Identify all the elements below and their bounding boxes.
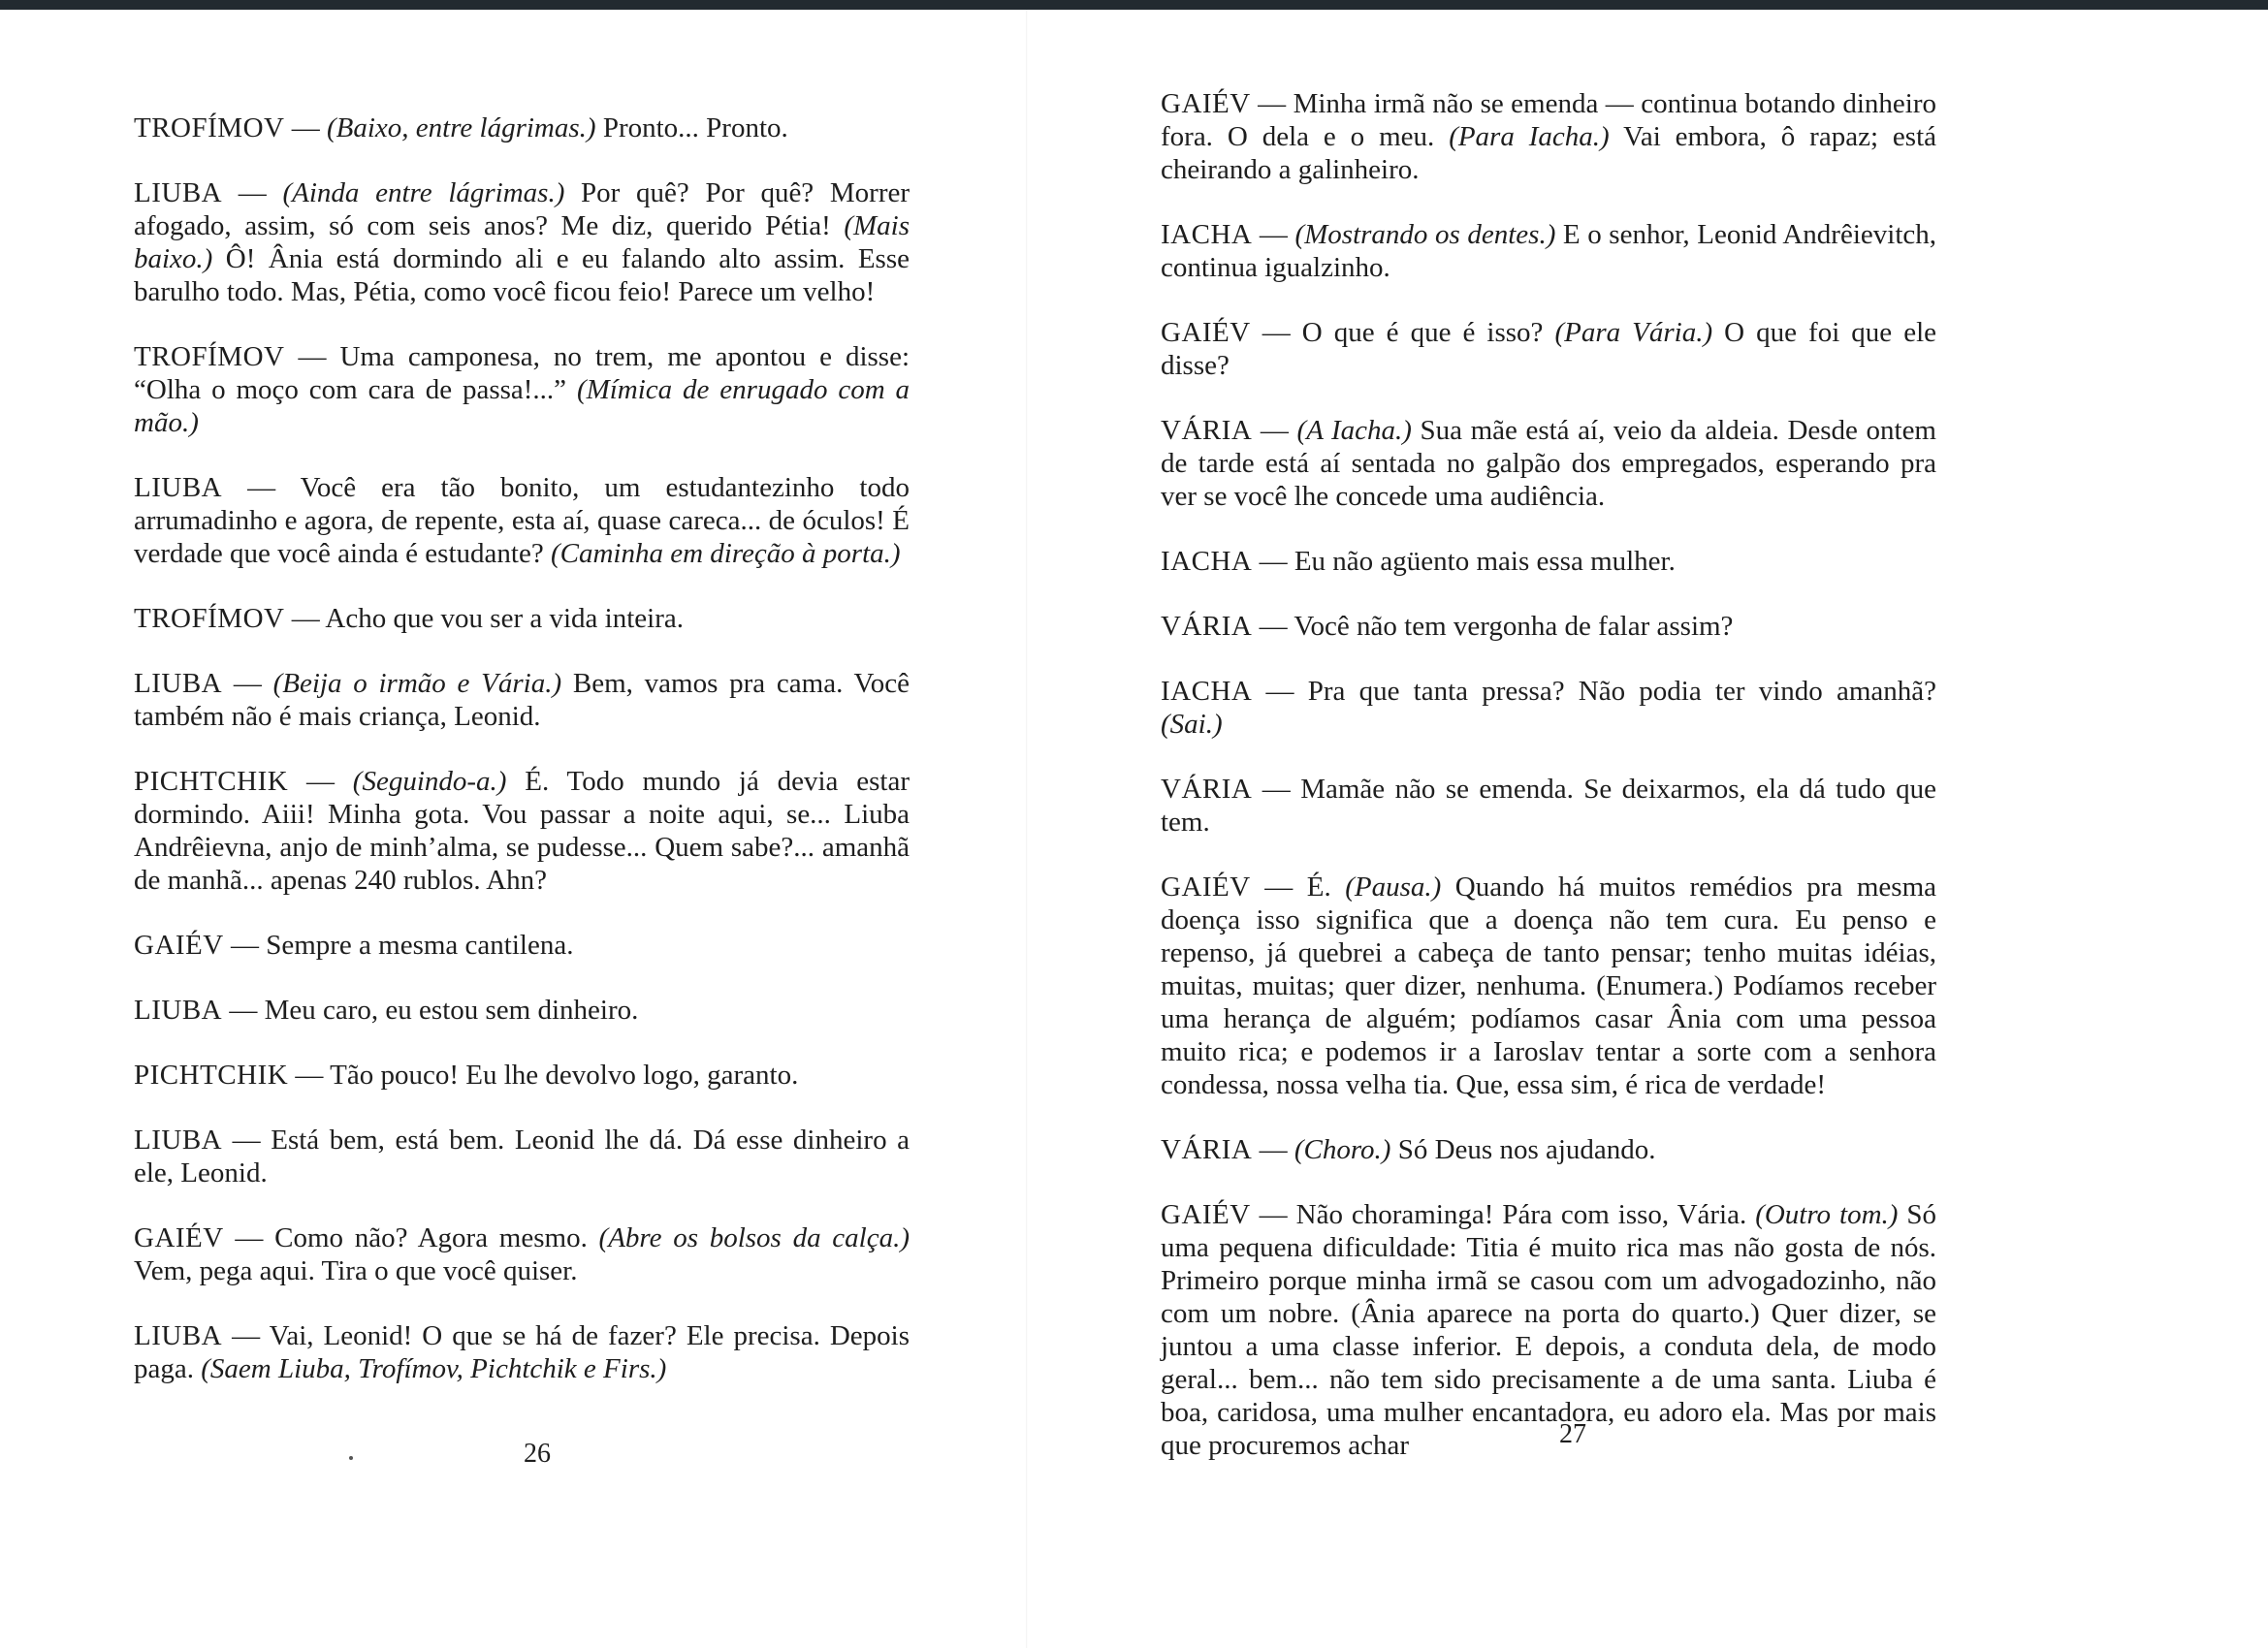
left-page-text bbox=[134, 111, 910, 1417]
speaker-name: IACHA bbox=[1161, 219, 1253, 250]
speech-text: Como não? Agora mesmo. bbox=[274, 1222, 599, 1253]
dialogue-line bbox=[134, 471, 910, 570]
dialogue-line bbox=[134, 1319, 910, 1385]
dialogue-line bbox=[1161, 610, 1936, 643]
dialogue-line bbox=[134, 929, 910, 962]
dialogue-line bbox=[1161, 87, 1936, 186]
stage-direction: (Outro tom.) bbox=[1755, 1199, 1899, 1230]
speech-dash: — bbox=[222, 668, 273, 699]
speech-text: O que foi que ele disse? bbox=[1161, 317, 1937, 381]
speech-text: Uma camponesa, no trem, me apontou e disse: “Olha o moço com cara de passa!...” bbox=[134, 341, 910, 405]
speech-text: Tão pouco! Eu lhe devolvo logo, garanto. bbox=[330, 1060, 799, 1091]
speech-text: Meu caro, eu estou sem dinheiro. bbox=[264, 995, 639, 1026]
speaker-name: GAIÉV bbox=[134, 930, 224, 961]
dialogue-line bbox=[1161, 414, 1936, 513]
speech-text: Ô! Ânia está dormindo ali e eu falando alto assim. Esse barulho todo. Mas, Pétia, como você ficou feio! Parece um velho! bbox=[134, 243, 910, 307]
stage-direction: (Para Vária.) bbox=[1554, 317, 1713, 348]
dialogue-line bbox=[134, 667, 910, 733]
left-page-number: 26 bbox=[524, 1439, 551, 1469]
dialogue-line bbox=[134, 340, 910, 439]
dialogue-line bbox=[134, 176, 910, 308]
speech-dash: — bbox=[222, 472, 301, 503]
speech-dash: — bbox=[288, 766, 353, 797]
speaker-name: LIUBA bbox=[134, 1125, 223, 1156]
dialogue-line bbox=[134, 994, 910, 1027]
stage-direction: (Para Iacha.) bbox=[1449, 121, 1610, 152]
speech-text: Você era tão bonito, um estudantezinho todo arrumadinho e agora, de repente, esta aí, quase careca... de óculos! É verdade que você ainda é estudante? bbox=[134, 472, 910, 569]
speaker-name: VÁRIA bbox=[1161, 1134, 1253, 1165]
speech-text: É. bbox=[1306, 872, 1346, 903]
dialogue-line bbox=[1161, 1198, 1936, 1462]
speaker-name: IACHA bbox=[1161, 546, 1253, 577]
dialogue-line bbox=[134, 1059, 910, 1092]
speech-text: Acho que vou ser a vida inteira. bbox=[325, 603, 684, 634]
scan-speck bbox=[349, 1456, 353, 1460]
speech-dash: — bbox=[1250, 872, 1307, 903]
stage-direction: (A Iacha.) bbox=[1296, 415, 1412, 446]
left-page bbox=[0, 0, 1028, 1648]
dialogue-line bbox=[1161, 218, 1936, 284]
stage-direction: (Choro.) bbox=[1294, 1134, 1391, 1165]
speech-text: Bem, vamos pra cama. Você também não é mais criança, Leonid. bbox=[134, 668, 910, 732]
speech-text: O que é que é isso? bbox=[1301, 317, 1555, 348]
dialogue-line bbox=[1161, 675, 1936, 741]
speech-text: Por quê? Por quê? Morrer afogado, assim, só com seis anos? Me diz, querido Pétia! bbox=[134, 177, 910, 241]
speech-text: Sua mãe está aí, veio da aldeia. Desde ontem de tarde está aí sentada no galpão dos empregados, esperando pra ver se você lhe concede uma audiência. bbox=[1161, 415, 1936, 512]
right-page-text bbox=[1161, 87, 1936, 1494]
speech-text: Só Deus nos ajudando. bbox=[1390, 1134, 1656, 1165]
speaker-name: PICHTCHIK bbox=[134, 1060, 289, 1091]
speaker-name: LIUBA bbox=[134, 668, 223, 699]
speech-dash: — bbox=[222, 1125, 272, 1156]
speech-text: Quando há muitos remédios pra mesma doença isso significa que a doença não tem cura. Eu penso e repenso, já quebrei a cabeça de tanto pensar; tenho muitas idéias, muitas, muitas; quer dizer, nenhuma. (Enumera.) Podíamos receber uma herança de alguém; podíamos casar Ânia com uma pessoa muito rica; e podemos ir a Iaroslav tentar a sorte com a senhora condessa, nossa velha tia. Que, essa sim, é rica de verdade! bbox=[1161, 872, 1936, 1100]
dialogue-line bbox=[1161, 773, 1936, 839]
speech-text: Pronto... Pronto. bbox=[595, 112, 788, 143]
stage-direction: (Baixo, entre lágrimas.) bbox=[326, 112, 596, 143]
speech-dash: — bbox=[1252, 546, 1294, 577]
speech-dash: — bbox=[1250, 88, 1294, 119]
dialogue-line bbox=[134, 765, 910, 897]
speech-text: E o senhor, Leonid Andrêievitch, continua igualzinho. bbox=[1161, 219, 1937, 283]
speech-text: Está bem, está bem. Leonid lhe dá. Dá esse dinheiro a ele, Leonid. bbox=[134, 1125, 910, 1188]
dialogue-line bbox=[1161, 316, 1936, 382]
speaker-name: GAIÉV bbox=[134, 1222, 224, 1253]
right-page-number: 27 bbox=[1559, 1419, 1586, 1449]
speaker-name: LIUBA bbox=[134, 177, 223, 208]
speech-text: Vai embora, ô rapaz; está cheirando a galinheiro. bbox=[1161, 121, 1937, 185]
speech-text: Mamãe não se emenda. Se deixarmos, ela dá tudo que tem. bbox=[1161, 774, 1937, 838]
speech-dash: — bbox=[222, 177, 283, 208]
speech-dash: — bbox=[223, 930, 267, 961]
dialogue-line bbox=[1161, 871, 1936, 1101]
speech-dash: — bbox=[222, 1320, 270, 1351]
dialogue-line bbox=[134, 1221, 910, 1287]
speech-dash: — bbox=[284, 112, 327, 143]
speaker-name: VÁRIA bbox=[1161, 415, 1253, 446]
speech-dash: — bbox=[1252, 1134, 1294, 1165]
stage-direction: (Beija o irmão e Vária.) bbox=[272, 668, 562, 699]
speaker-name: GAIÉV bbox=[1161, 872, 1251, 903]
speech-dash: — bbox=[223, 1222, 275, 1253]
stage-direction: (Ainda entre lágrimas.) bbox=[282, 177, 565, 208]
speaker-name: GAIÉV bbox=[1161, 1199, 1251, 1230]
speaker-name: VÁRIA bbox=[1161, 611, 1253, 642]
speech-dash: — bbox=[284, 341, 340, 372]
dialogue-line bbox=[1161, 545, 1936, 578]
speech-dash: — bbox=[1252, 415, 1297, 446]
stage-direction: (Mais baixo.) bbox=[134, 210, 910, 274]
speech-text: Eu não agüento mais essa mulher. bbox=[1294, 546, 1676, 577]
speech-text: Não choraminga! Pára com isso, Vária. bbox=[1295, 1199, 1756, 1230]
speech-dash: — bbox=[1252, 774, 1301, 805]
speaker-name: PICHTCHIK bbox=[134, 766, 289, 797]
speech-text: Só uma pequena dificuldade: Titia é muito rica mas não gosta de nós. Primeiro porque minha irmã se casou com um advogadozinho, não com um nobre. (Ânia aparece na porta do quarto.) Quer dizer, se juntou a uma classe inferior. E depois, a conduta dela, de modo geral... bem... não tem sido precisamente a de uma santa. Liuba é boa, caridosa, uma mulher encantadora, eu adoro ela. Mas por mais que procuremos achar bbox=[1161, 1199, 1937, 1461]
speech-dash: — bbox=[288, 1060, 331, 1091]
speaker-name: TROFÍMOV bbox=[134, 112, 285, 143]
speaker-name: GAIÉV bbox=[1161, 317, 1251, 348]
dialogue-line bbox=[134, 602, 910, 635]
speech-dash: — bbox=[222, 995, 265, 1026]
speaker-name: LIUBA bbox=[134, 995, 223, 1026]
dialogue-line bbox=[1161, 1133, 1936, 1166]
right-page bbox=[1028, 0, 2268, 1648]
speaker-name: VÁRIA bbox=[1161, 774, 1253, 805]
speech-text: Você não tem vergonha de falar assim? bbox=[1294, 611, 1734, 642]
stage-direction: (Mímica de enrugado com a mão.) bbox=[134, 374, 910, 438]
speech-text: Sempre a mesma cantilena. bbox=[266, 930, 574, 961]
speaker-name: TROFÍMOV bbox=[134, 341, 285, 372]
speaker-name: GAIÉV bbox=[1161, 88, 1251, 119]
speech-text: Pra que tanta pressa? Não podia ter vindo amanhã? bbox=[1307, 676, 1936, 707]
stage-direction: (Abre os bolsos da calça.) bbox=[598, 1222, 910, 1253]
speech-dash: — bbox=[1252, 611, 1294, 642]
speech-dash: — bbox=[1250, 317, 1302, 348]
stage-direction: (Caminha em direção à porta.) bbox=[550, 538, 901, 569]
speech-dash: — bbox=[284, 603, 326, 634]
dialogue-line bbox=[134, 111, 910, 144]
speaker-name: LIUBA bbox=[134, 472, 223, 503]
speech-text: Vem, pega aqui. Tira o que você quiser. bbox=[134, 1255, 578, 1286]
stage-direction: (Saem Liuba, Trofímov, Pichtchik e Firs.) bbox=[201, 1353, 667, 1384]
speaker-name: LIUBA bbox=[134, 1320, 223, 1351]
stage-direction: (Pausa.) bbox=[1345, 872, 1442, 903]
speech-text: É. Todo mundo já devia estar dormindo. Aiii! Minha gota. Vou passar a noite aqui, se... Liuba Andrêievna, anjo de minh’alma, se pudesse... Quem sabe?... amanhã de manhã... apenas 240 rublos. Ahn? bbox=[134, 766, 910, 896]
speech-text: Minha irmã não se emenda — continua botando dinheiro fora. O dela e o meu. bbox=[1161, 88, 1936, 152]
speech-text: Vai, Leonid! O que se há de fazer? Ele precisa. Depois paga. bbox=[134, 1320, 910, 1384]
stage-direction: (Mostrando os dentes.) bbox=[1294, 219, 1556, 250]
speech-dash: — bbox=[1252, 219, 1295, 250]
speech-dash: — bbox=[1250, 1199, 1296, 1230]
speaker-name: TROFÍMOV bbox=[134, 603, 285, 634]
speech-dash: — bbox=[1252, 676, 1308, 707]
stage-direction: (Seguindo-a.) bbox=[352, 766, 507, 797]
dialogue-line bbox=[134, 1124, 910, 1189]
speaker-name: IACHA bbox=[1161, 676, 1253, 707]
stage-direction: (Sai.) bbox=[1161, 709, 1223, 740]
